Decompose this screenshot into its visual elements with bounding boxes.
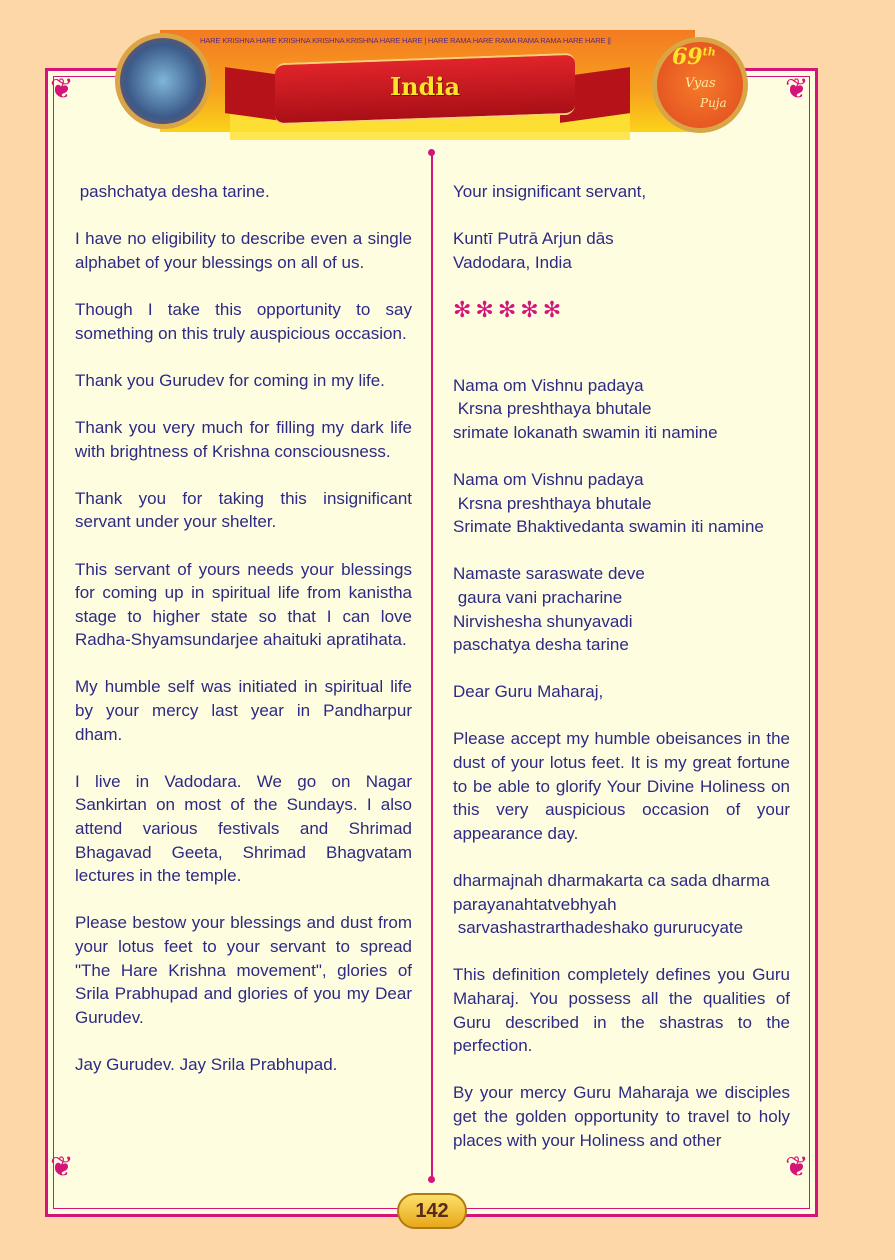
verse-line: Nirvishesha shunyavadi	[453, 611, 633, 631]
corner-ornament-icon: ❦	[50, 73, 74, 104]
verse-line: Your insignificant servant,	[453, 182, 647, 201]
verse-line: Srimate Bhaktivedanta swamin iti namine	[453, 517, 764, 537]
verse-line: pashchatya desha tarine.	[75, 182, 270, 201]
right-column	[453, 180, 790, 1176]
verse-line: parayanahtatvebhyah	[453, 894, 617, 914]
corner-ornament-icon: ❦	[50, 1151, 74, 1182]
verse-line: paschatya desha tarine	[453, 635, 629, 655]
paragraph: Thank you very much for filling my dark life with brightness of Krishna consciousness.	[75, 417, 412, 461]
paragraph: I have no eligibility to describe even a single alphabet of your blessings on all of us.	[75, 229, 412, 272]
verse-block	[453, 180, 790, 204]
verse-line: dharmajnah dharmakarta ca sada dharma	[453, 871, 770, 891]
verse-line: srimate lokanath swamin iti namine	[453, 422, 718, 442]
paragraph: My humble self was initiated in spiritual life by your mercy last year in Pandharpur dham.	[75, 677, 412, 744]
corner-ornament-icon: ❦	[785, 73, 809, 104]
verse-line: Krsna preshthaya bhutale	[453, 493, 652, 513]
verse-block	[453, 468, 790, 539]
verse-block	[75, 180, 412, 204]
paragraph: By your mercy Guru Maharaja we disciples get the golden opportunity to travel to holy places with your Holiness and other	[453, 1083, 790, 1150]
medal-number-text: 69	[672, 44, 703, 70]
verse-line: sarvashastrarthadeshako gururucyate	[453, 918, 744, 938]
column-divider	[431, 152, 433, 1180]
paragraph: I live in Vadodara. We go on Nagar Sankirtan on most of the Sundays. I also attend various festivals and Shrimad Bhagavad Geeta, Shrimad Bhagvatam lectures in the temple.	[75, 771, 412, 886]
page-number: 142	[397, 1193, 467, 1229]
divider-dot	[428, 149, 435, 156]
left-column	[75, 180, 412, 1100]
verse-block	[453, 869, 790, 940]
verse-line: Kuntī Putrā Arjun dās	[453, 229, 614, 249]
paragraph: This servant of yours needs your blessings for coming up in spiritual life from kanistha stage to higher state so that I can love Radha-Shyamsundarjee ahaituki apratihata.	[75, 559, 412, 650]
paragraph: Jay Gurudev. Jay Srila Prabhupad.	[75, 1054, 338, 1074]
paragraph: This definition completely defines you Guru Maharaj. You possess all the qualities of Guru described in the shastras to the perfection.	[453, 965, 790, 1056]
medal-puja: Puja	[700, 96, 727, 110]
paragraph: Please bestow your blessings and dust from your lotus feet to your servant to spread "The Hare Krishna movement", glories of Srila Prabhupad and glories of you my Dear Gurudev.	[75, 913, 412, 1027]
medal-suffix: th	[702, 45, 716, 59]
divider-dot	[428, 1176, 435, 1183]
paragraph: Thank you Gurudev for coming in my life.	[75, 370, 385, 390]
verse-line: gaura vani pracharine	[453, 587, 623, 607]
verse-block	[453, 562, 790, 656]
verse-line: Namaste saraswate deve	[453, 564, 645, 584]
stars-separator-icon: ✻✻✻✻✻	[453, 296, 566, 322]
corner-ornament-icon: ❦	[785, 1151, 809, 1182]
verse-line: Nama om Vishnu padaya	[453, 469, 644, 489]
verse-line: Krsna preshthaya bhutale	[453, 399, 652, 419]
verse-block	[453, 680, 790, 704]
deity-medallion-image	[115, 33, 211, 129]
verse-block	[453, 227, 790, 274]
verse-block	[453, 374, 790, 445]
paragraph: Thank you for taking this insignificant servant under your shelter.	[75, 488, 412, 532]
medal-vyas: Vyas	[685, 76, 716, 91]
medal-number	[672, 44, 716, 70]
paragraph: Please accept my humble obeisances in the dust of your lotus feet. It is my great fortune to be able to glorify Your Divine Holiness on this very auspicious occasion of your appearance day.	[453, 729, 790, 843]
paragraph: Though I take this opportunity to say something on this truly auspicious occasion.	[75, 299, 412, 343]
header-mantra: HARE KRISHNA HARE KRISHNA KRISHNA KRISHNA HARE HARE | HARE RAMA HARE RAMA RAMA RAMA HARE HARE ||	[200, 36, 611, 45]
verse-line: Vadodara, India	[453, 252, 572, 272]
verse-line: Dear Guru Maharaj,	[453, 682, 604, 702]
verse-line: Nama om Vishnu padaya	[453, 375, 644, 395]
section-title: India	[389, 72, 461, 101]
